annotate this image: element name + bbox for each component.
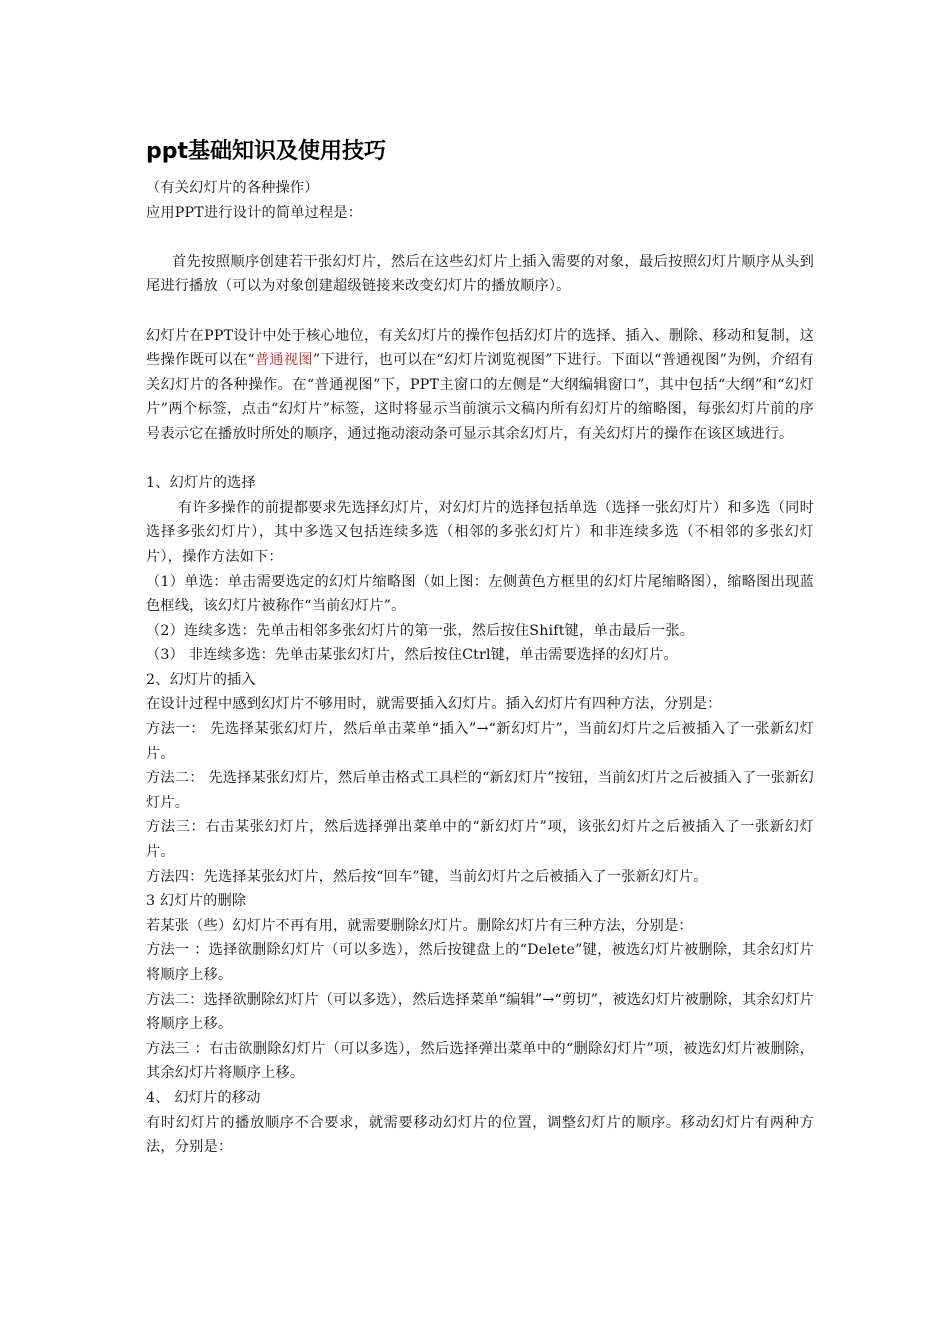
delete-method-2: 方法二：选择欲删除幻灯片（可以多选），然后选择菜单“编辑”→“剪切”，被选幻灯片被删除，其余幻灯片将顺序上移。: [146, 991, 814, 1033]
document-body: [146, 138, 814, 1160]
section-delete-paragraph: 若某张（些）幻灯片不再有用，就需要删除幻灯片。删除幻灯片有三种方法，分别是：: [146, 917, 693, 934]
section-select-paragraph: 有许多操作的前提都要求先选择幻灯片，对幻灯片的选择包括单选（选择一张幻灯片）和多选（同时选择多张幻灯片），其中多选又包括连续多选（相邻的多张幻灯片）和非连续多选（不相邻的多张幻灯片），操作方法如下：: [146, 499, 814, 565]
document-subtitle: （有关幻灯片的各种操作）: [146, 180, 319, 196]
intro-line: 应用PPT进行设计的简单过程是：: [146, 204, 363, 221]
document-title: ppt基础知识及使用技巧: [146, 139, 387, 164]
paragraph-slide-role-part1: 幻灯片在PPT设计中处于核心地位，有关幻灯片的操作包括幻灯片的选择、插入、删除、移动和复制，这些操作既可以在“: [146, 327, 814, 369]
select-item-single: （1）单选：单击需要选定的幻灯片缩略图（如上图：左侧黄色方框里的幻灯片尾缩略图），缩略图出现蓝色框线，该幻灯片被称作“当前幻灯片”。: [146, 573, 814, 615]
section-heading-delete: 3 幻灯片的删除: [146, 893, 247, 910]
paragraph-slide-role-part2: ”下进行，也可以在“幻灯片浏览视图”下进行。下面以“普通视图”为例，介绍有关幻灯片的各种操作。在“普通视图”下，PPT主窗口的左侧是“大纲编辑窗口”，其中包括“大纲”和“幻灯片”两个标签，点击“幻灯片”标签，这时将显示当前演示文稿内所有幻灯片的缩略图，每张幻灯片前的序号表示它在播放时所处的顺序，通过拖动滚动条可显示其余幻灯片，有关幻灯片的操作在该区域进行。: [146, 352, 814, 442]
insert-method-3: 方法三：右击某张幻灯片，然后选择弹出菜单中的“新幻灯片”项，该张幻灯片之后被插入了一张新幻灯片。: [146, 819, 814, 861]
paragraph-overview: 首先按照顺序创建若干张幻灯片，然后在这些幻灯片上插入需要的对象，最后按照幻灯片顺序从头到尾进行播放（可以为对象创建超级链接来改变幻灯片的播放顺序）。: [146, 253, 814, 295]
select-item-noncontinuous: （3） 非连续多选：先单击某张幻灯片，然后按住Ctrl键，单击需要选择的幻灯片。: [146, 647, 678, 664]
section-move-paragraph: 有时幻灯片的播放顺序不合要求，就需要移动幻灯片的位置，调整幻灯片的顺序。移动幻灯片有两种方法，分别是：: [146, 1114, 814, 1156]
paragraph-slide-role: [146, 324, 814, 447]
section-insert-paragraph: 在设计过程中感到幻灯片不够用时，就需要插入幻灯片。插入幻灯片有四种方法，分别是：: [146, 696, 722, 713]
insert-method-1: 方法一： 先选择某张幻灯片，然后单击菜单“插入”→“新幻灯片”，当前幻灯片之后被插入了一张新幻灯片。: [146, 721, 814, 762]
select-item-continuous: （2）连续多选：先单击相邻多张幻灯片的第一张，然后按住Shift键，单击最后一张。: [146, 622, 695, 639]
insert-method-2: 方法二： 先选择某张幻灯片，然后单击格式工具栏的“新幻灯片”按钮，当前幻灯片之后被插入了一张新幻灯片。: [146, 770, 814, 811]
insert-method-4: 方法四：先选择某张幻灯片，然后按“回车”键，当前幻灯片之后被插入了一张新幻灯片。: [146, 868, 708, 885]
delete-method-3: 方法三 ：右击欲删除幻灯片（可以多选），然后选择弹出菜单中的“删除幻灯片”项，被选幻灯片被删除，其余幻灯片将顺序上移。: [146, 1040, 814, 1082]
delete-method-1: 方法一 ：选择欲删除幻灯片（可以多选），然后按键盘上的“Delete”键，被选幻灯片被删除，其余幻灯片将顺序上移。: [146, 942, 814, 983]
section-heading-select: 1、幻灯片的选择: [146, 475, 256, 492]
normal-view-highlight: 普通视图: [254, 352, 313, 369]
section-heading-insert: 2、幻灯片的插入: [146, 671, 256, 688]
section-heading-move: 4、 幻灯片的移动: [146, 1089, 261, 1106]
